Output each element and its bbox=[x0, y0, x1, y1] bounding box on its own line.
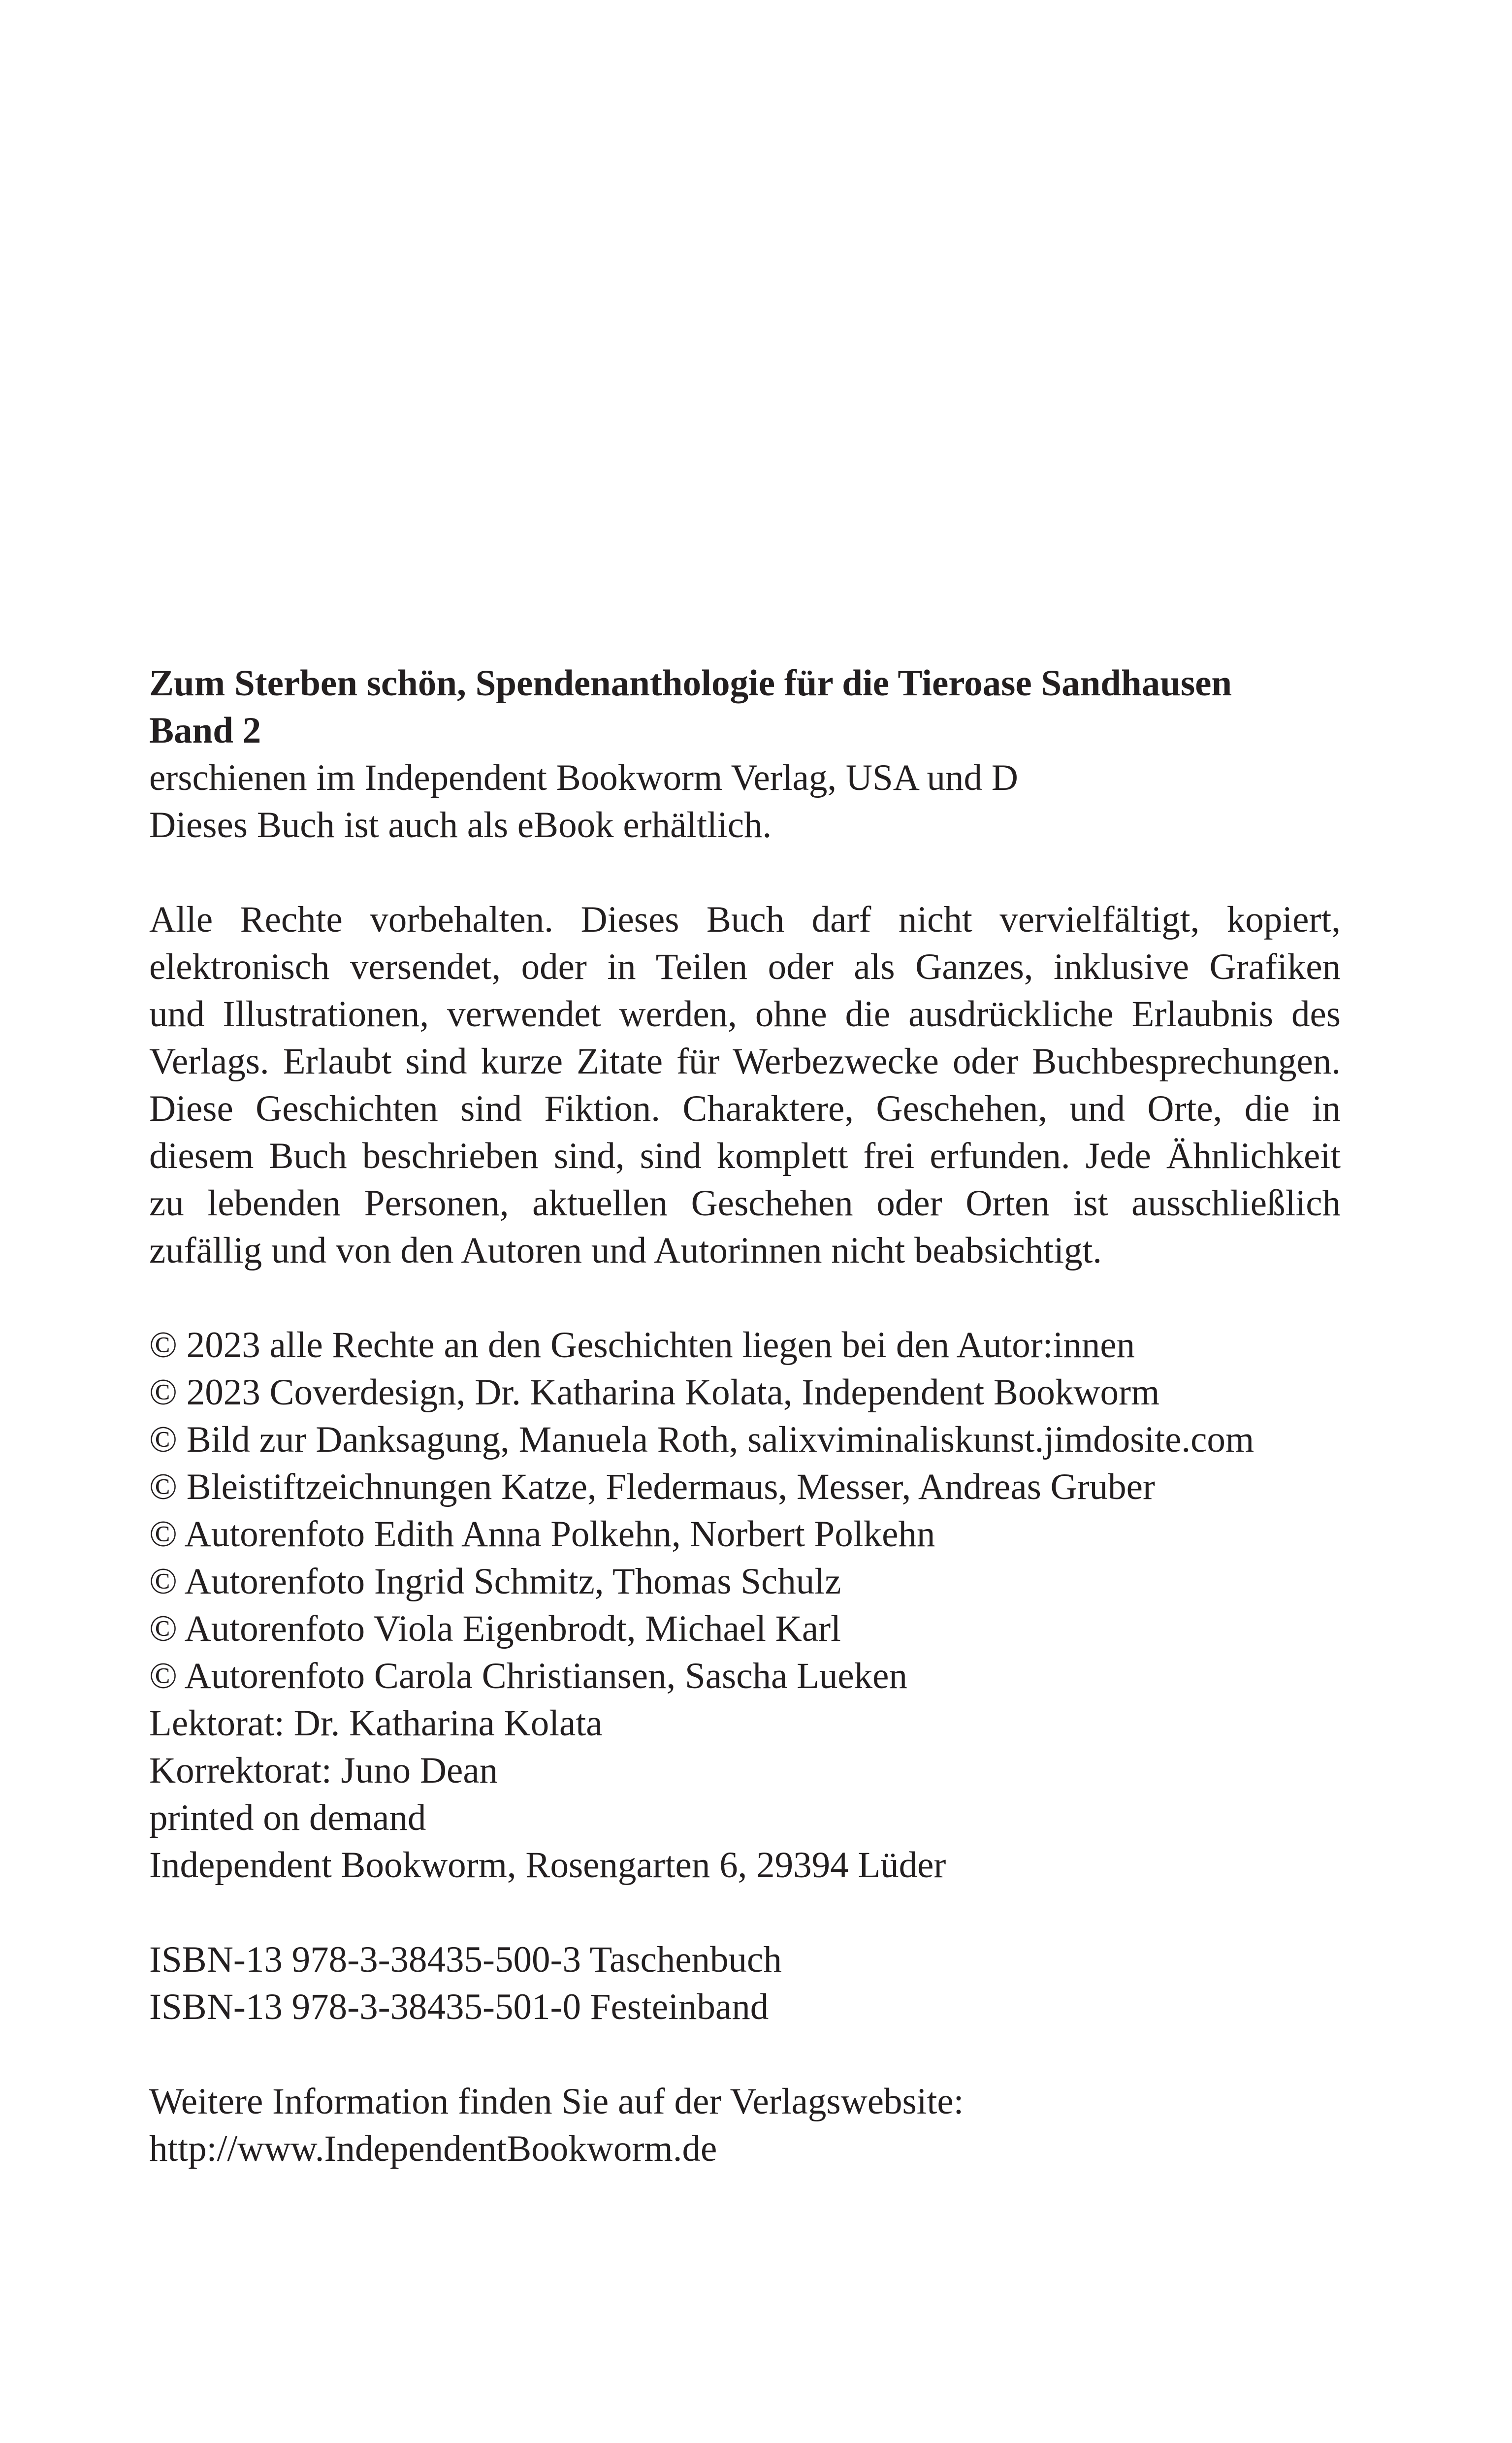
publisher-address: Independent Bookworm, Rosengarten 6, 29394 Lüder bbox=[149, 1845, 946, 1886]
rights-line: und Illustrationen, verwendet werden, ohne die ausdrückliche Erlaubnis des bbox=[149, 994, 1341, 1035]
credit-line: © Autorenfoto Edith Anna Polkehn, Norbert Polkehn bbox=[149, 1514, 935, 1555]
credit-line: © Bild zur Danksagung, Manuela Roth, salixviminaliskunst.jimdosite.com bbox=[149, 1419, 1255, 1460]
ebook-note: Dieses Buch ist auch als eBook erhältlich. bbox=[149, 805, 772, 846]
credits-list bbox=[149, 1322, 1341, 1889]
rights-line: Alle Rechte vorbehalten. Dieses Buch darf nicht vervielfältigt, kopiert, bbox=[149, 899, 1341, 940]
rights-line: elektronisch versendet, oder in Teilen oder als Ganzes, inklusive Grafiken bbox=[149, 946, 1341, 987]
credit-line: © Bleistiftzeichnungen Katze, Fledermaus, Messer, Andreas Gruber bbox=[149, 1466, 1155, 1507]
editor-line: Lektorat: Dr. Katharina Kolata bbox=[149, 1703, 603, 1744]
credit-line: © 2023 Coverdesign, Dr. Katharina Kolata, Independent Bookworm bbox=[149, 1372, 1160, 1413]
rights-line: Verlags. Erlaubt sind kurze Zitate für Werbezwecke oder Buchbesprechungen. bbox=[149, 1041, 1341, 1082]
print-note: printed on demand bbox=[149, 1797, 426, 1838]
proofreader-line: Korrektorat: Juno Dean bbox=[149, 1750, 498, 1791]
volume-label: Band 2 bbox=[149, 710, 261, 751]
isbn-paperback: ISBN-13 978-3-38435-500-3 Taschenbuch bbox=[149, 1939, 782, 1980]
isbn-hardcover: ISBN-13 978-3-38435-501-0 Festeinband bbox=[149, 1987, 769, 2027]
rights-line: diesem Buch beschrieben sind, sind komplett frei erfunden. Jede Ähnlichkeit bbox=[149, 1136, 1341, 1176]
imprint-page bbox=[149, 660, 1341, 2173]
rights-notice bbox=[149, 896, 1341, 1274]
credit-line: © 2023 alle Rechte an den Geschichten liegen bei den Autor:innen bbox=[149, 1325, 1135, 1366]
rights-line: Diese Geschichten sind Fiktion. Charaktere, Geschehen, und Orte, die in bbox=[149, 1088, 1341, 1129]
website-block bbox=[149, 2078, 1341, 2173]
imprint-header bbox=[149, 660, 1341, 849]
rights-line: zu lebenden Personen, aktuellen Geschehen oder Orten ist ausschließlich bbox=[149, 1183, 1341, 1224]
publisher-line: erschienen im Independent Bookworm Verlag, USA und D bbox=[149, 757, 1018, 798]
book-title: Zum Sterben schön, Spendenanthologie für die Tieroase Sandhausen bbox=[149, 663, 1232, 704]
credit-line: © Autorenfoto Viola Eigenbrodt, Michael Karl bbox=[149, 1608, 841, 1649]
rights-line: zufällig und von den Autoren und Autorinnen nicht beabsichtigt. bbox=[149, 1230, 1102, 1271]
website-url: http://www.IndependentBookworm.de bbox=[149, 2128, 717, 2169]
credit-line: © Autorenfoto Ingrid Schmitz, Thomas Schulz bbox=[149, 1561, 841, 1602]
website-label: Weitere Information finden Sie auf der Verlagswebsite: bbox=[149, 2081, 964, 2122]
credit-line: © Autorenfoto Carola Christiansen, Sascha Lueken bbox=[149, 1656, 907, 1696]
isbn-block bbox=[149, 1936, 1341, 2031]
